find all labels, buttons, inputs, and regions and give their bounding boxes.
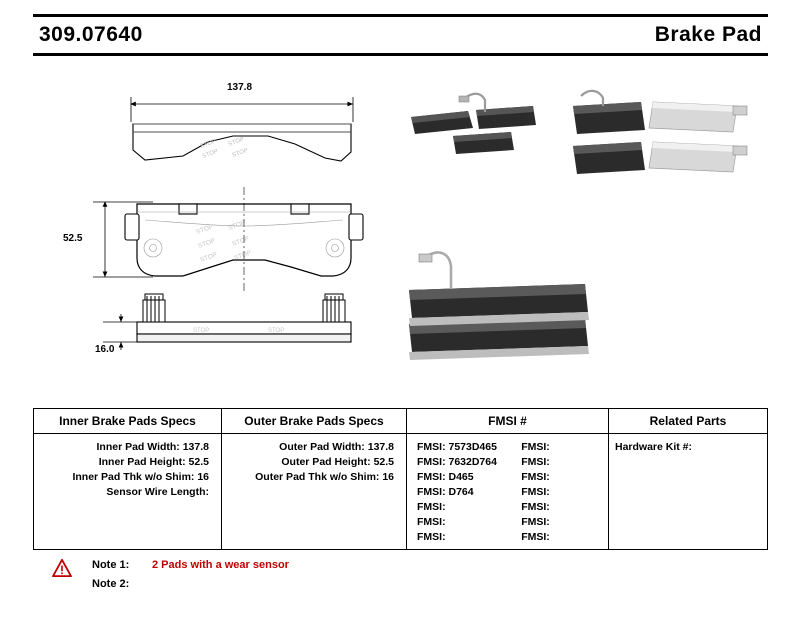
fmsi-right-value: FMSI: (521, 501, 550, 513)
svg-text:STOP: STOP (195, 223, 215, 236)
fmsi-right-value: FMSI: (521, 471, 550, 483)
dimension-height-label: 52.5 (63, 233, 83, 244)
outer-pads-header: Outer Brake Pads Specs (222, 409, 406, 434)
table-row: Inner Pad Width: 137.8 (96, 441, 209, 453)
svg-text:STOP: STOP (193, 328, 210, 334)
fmsi-header: FMSI # (407, 409, 608, 434)
fmsi-right-value: FMSI: (521, 486, 550, 498)
table-row: Outer Pad Thk w/o Shim: 16 (255, 471, 394, 483)
inner-pads-header: Inner Brake Pads Specs (34, 409, 221, 434)
table-row (407, 515, 608, 530)
table-row (407, 530, 608, 545)
pad-clips (143, 294, 345, 322)
table-row: Inner Pad Thk w/o Shim: 16 (72, 471, 209, 483)
dimension-width (131, 97, 353, 122)
related-parts-column (609, 409, 767, 549)
drawing-canvas (33, 62, 768, 392)
specs-table (33, 408, 768, 550)
svg-text:STOP: STOP (227, 219, 247, 232)
fmsi-right-value: FMSI: (521, 456, 550, 468)
table-row: Inner Pad Height: 52.5 (98, 456, 209, 468)
svg-text:STOP: STOP (227, 136, 245, 148)
related-parts-header: Related Parts (609, 409, 767, 434)
fmsi-body (407, 434, 608, 545)
note-2-label: Note 2: (92, 578, 130, 590)
pad-edge-view (137, 322, 351, 342)
dimension-width-label: 137.8 (227, 82, 253, 93)
svg-text:STOP: STOP (233, 249, 253, 262)
photo-pads-cluster-c (409, 252, 589, 360)
outer-pads-body (222, 434, 406, 485)
svg-text:STOP: STOP (231, 147, 249, 159)
svg-text:STOP: STOP (201, 148, 219, 160)
table-row: Outer Pad Width: 137.8 (279, 441, 394, 453)
fmsi-left-value: FMSI: (417, 531, 446, 543)
table-row (407, 455, 608, 470)
related-parts-body (609, 434, 767, 455)
svg-text:STOP: STOP (199, 251, 219, 264)
table-row (407, 470, 608, 485)
page-title: 309.07640 (39, 23, 143, 46)
notes-section (52, 556, 552, 594)
fmsi-right-value: FMSI: (521, 441, 550, 453)
note-1 (92, 556, 552, 575)
table-row: Hardware Kit #: (615, 441, 693, 453)
table-row (407, 500, 608, 515)
warning-icon (52, 559, 72, 577)
document-type-label: Brake Pad (654, 23, 762, 46)
photo-pads-cluster-a (411, 94, 536, 154)
outer-pads-column (222, 409, 407, 549)
note-1-value: 2 Pads with a wear sensor (152, 559, 289, 571)
fmsi-right-value: FMSI: (521, 516, 550, 528)
fmsi-right-value: FMSI: (521, 531, 550, 543)
fmsi-left-value: FMSI: 7573D465 (417, 441, 497, 453)
inner-pads-body (34, 434, 221, 500)
fmsi-left-value: FMSI: D465 (417, 471, 474, 483)
fmsi-left-value: FMSI: 7632D764 (417, 456, 497, 468)
svg-text:STOP: STOP (268, 328, 285, 334)
table-row (407, 440, 608, 455)
fmsi-left-value: FMSI: (417, 501, 446, 513)
photo-pads-cluster-b (573, 91, 747, 174)
dimension-thickness-label: 16.0 (95, 344, 115, 355)
note-2 (92, 575, 552, 594)
table-row: Sensor Wire Length: (106, 486, 209, 498)
inner-pads-column (34, 409, 222, 549)
table-row: Outer Pad Height: 52.5 (281, 456, 394, 468)
fmsi-column (407, 409, 609, 549)
table-row (407, 485, 608, 500)
svg-text:STOP: STOP (199, 138, 217, 150)
note-1-label: Note 1: (92, 559, 130, 571)
fmsi-left-value: FMSI: (417, 516, 446, 528)
svg-text:STOP: STOP (197, 237, 217, 250)
technical-drawings (33, 62, 768, 392)
fmsi-left-value: FMSI: D764 (417, 486, 474, 498)
header-bar (33, 14, 768, 56)
svg-text:STOP: STOP (231, 235, 251, 248)
